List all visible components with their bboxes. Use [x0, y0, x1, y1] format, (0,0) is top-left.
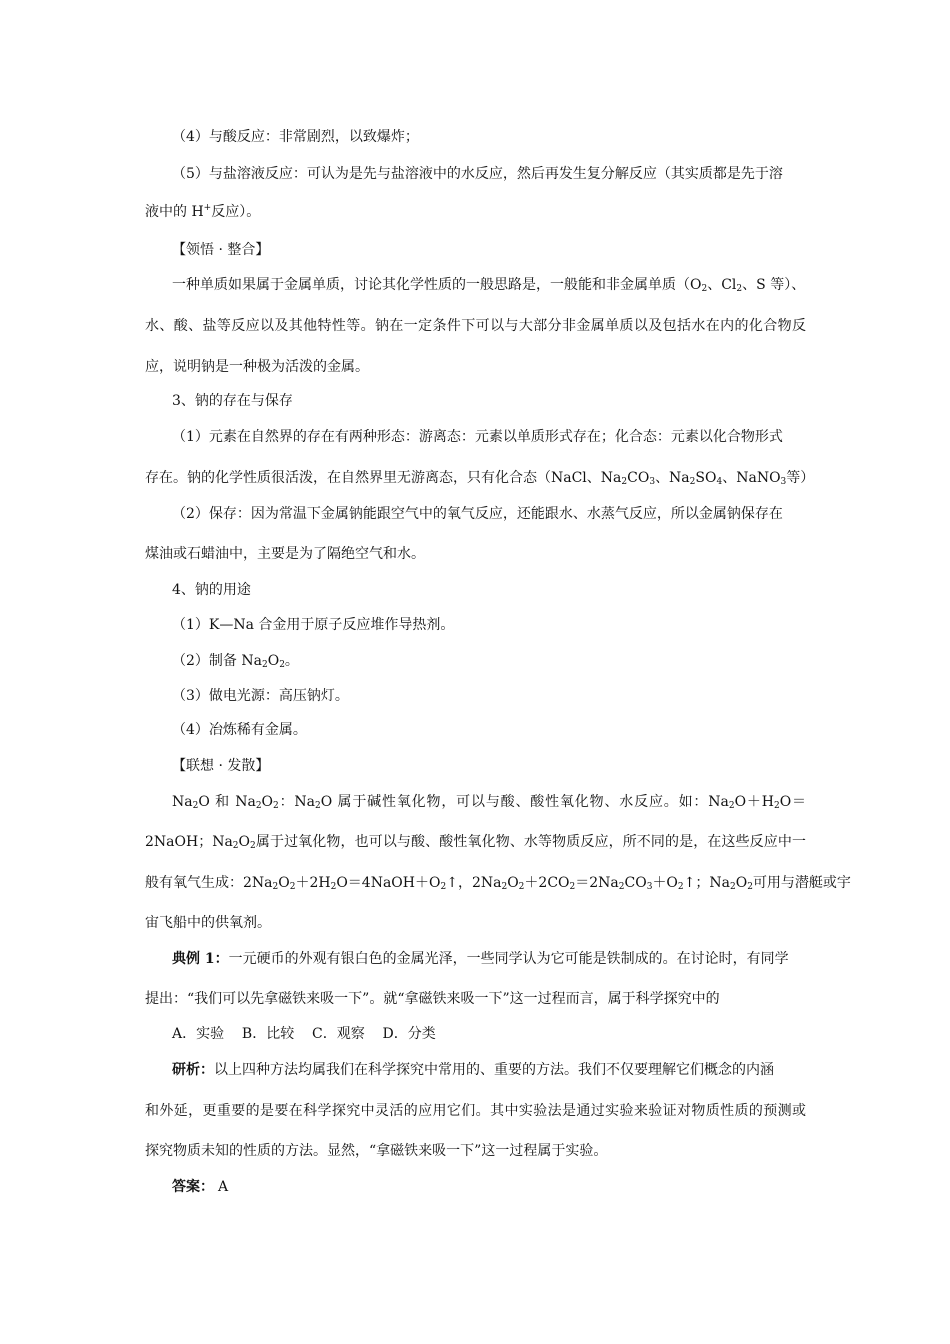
heading-understanding-integration: 【领悟 · 整合】: [172, 242, 270, 258]
example-question: 典例 1：一元硬币的外观有银白色的金属光泽，一些同学认为它可能是铁制成的。在讨论时，有同学: [172, 951, 789, 967]
para-sodium-oxides-cont: 2NaOH；$Na_2O_2$属于过氧化物，也可以与酸、酸性氧化物、水等物质反应，所不同的是，在这些反应中一: [145, 834, 806, 851]
para-salt-solution-reaction: （5）与盐溶液反应：可认为是先与盐溶液中的水反应，然后再发生复分解反应（其实质都是先于溶: [172, 166, 783, 182]
use-item-peroxide: （2）制备 $Na_2O_2$。: [172, 653, 299, 670]
para-metal-properties-cont: 水、酸、盐等反应以及其他特性等。钠在一定条件下可以与大部分非金属单质以及包括水在内的化合物反: [145, 318, 806, 334]
para-sodium-oxides-end: 宙飞船中的供氧剂。: [145, 915, 271, 931]
para-storage-cont: 煤油或石蜡油中，主要是为了隔绝空气和水。: [145, 546, 425, 562]
analysis-para: 研析：以上四种方法均属我们在科学探究中常用的、重要的方法。我们不仅要理解它们概念的内涵: [172, 1062, 774, 1078]
para-metal-properties-end: 应，说明钠是一种极为活泼的金属。: [145, 359, 369, 375]
example-question-cont: 提出：“我们可以先拿磁铁来吸一下”。就“拿磁铁来吸一下”这一过程而言，属于科学探究中的: [145, 991, 720, 1007]
analysis-label: 研析：: [172, 1062, 214, 1078]
para-sodium-oxides: $Na_2O$ 和 $Na_2O_2$：$Na_2O$ 属于碱性氧化物，可以与酸、酸性氧化物、水反应。如：$Na_2O+H_2O=$: [172, 794, 806, 811]
para-sodium-oxides-equations: 般有氧气生成：$2Na_2O_2+2H_2O=4NaOH+O_2↑$，$2Na_2O_2+2CO_2=2Na_2CO_3+O_2↑$；$Na_2O_2$可用与潜艇或宇: [145, 875, 851, 892]
para-acid-reaction: （4）与酸反应：非常剧烈，以致爆炸；: [172, 129, 419, 145]
use-item-lamp: （3）做电光源：高压钠灯。: [172, 688, 349, 704]
para-metal-properties: 一种单质如果属于金属单质，讨论其化学性质的一般思路是，一般能和非金属单质（$O_2$、$Cl_2$、S 等）、: [172, 277, 806, 294]
example-label: 典例 1：: [172, 951, 229, 967]
para-storage: （2）保存：因为常温下金属钠能跟空气中的氧气反应，还能跟水、水蒸气反应，所以金属钠保存在: [172, 506, 783, 522]
example-options: A．实验 B．比较 C．观察 D．分类: [172, 1026, 436, 1042]
answer-line: [172, 1177, 228, 1197]
answer-value: A: [218, 1179, 229, 1195]
heading-association-divergence: 【联想 · 发散】: [172, 758, 270, 774]
use-item-coolant: （1）K—Na 合金用于原子反应堆作导热剂。: [172, 617, 455, 633]
analysis-para-cont: 和外延，更重要的是要在科学探究中灵活的应用它们。其中实验法是通过实验来验证对物质性质的预测或: [145, 1103, 806, 1119]
para-natural-forms: （1）元素在自然界的存在有两种形态：游离态：元素以单质形式存在；化合态：元素以化合物形式: [172, 429, 783, 445]
para-natural-forms-cont: 存在。钠的化学性质很活泼，在自然界里无游离态，只有化合态（NaCl、$Na_2CO_3$、$Na_2SO_4$、NaNO$_3$等）: [145, 470, 815, 487]
section-heading-sodium-occurrence: 3、钠的存在与保存: [172, 393, 293, 409]
answer-label: 答案：: [172, 1179, 214, 1195]
use-item-smelting: （4）冶炼稀有金属。: [172, 722, 307, 738]
analysis-para-end: 探究物质未知的性质的方法。显然，“拿磁铁来吸一下”这一过程属于实验。: [145, 1143, 608, 1159]
section-heading-sodium-uses: 4、钠的用途: [172, 582, 251, 598]
para-salt-solution-reaction-cont: 液中的 H+反应）。: [145, 203, 261, 220]
